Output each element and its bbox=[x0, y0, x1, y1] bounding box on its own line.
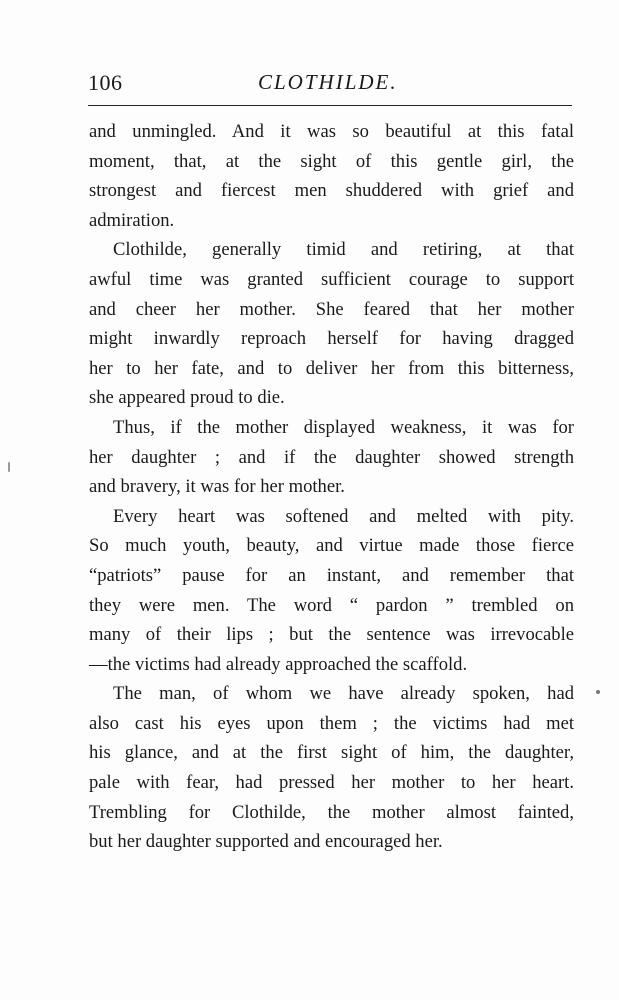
text-line: —the victims had already approached the scaffold. bbox=[89, 653, 468, 675]
text-line: and cheer her mother. She feared that her mother bbox=[89, 298, 574, 320]
text-line: they were men. The word “ pardon ” trembled on bbox=[89, 594, 574, 616]
header-rule bbox=[88, 105, 572, 106]
paragraph bbox=[89, 502, 574, 680]
text-line: moment, that, at the sight of this gentle girl, the bbox=[89, 150, 574, 172]
text-line: pale with fear, had pressed her mother to her heart. bbox=[89, 772, 574, 794]
paragraph bbox=[89, 413, 574, 502]
text-line: The man, of whom we have already spoken, had bbox=[113, 683, 574, 705]
paragraph bbox=[89, 679, 574, 857]
text-line: might inwardly reproach herself for having dragged bbox=[89, 328, 574, 350]
text-line: and unmingled. And it was so beautiful at this fatal bbox=[89, 121, 574, 142]
speck-mark bbox=[8, 462, 10, 472]
running-title: CLOTHILDE. bbox=[258, 70, 398, 94]
text-line: admiration. bbox=[89, 209, 175, 231]
body-text bbox=[89, 117, 574, 857]
text-line: “patriots” pause for an instant, and remember that bbox=[89, 564, 574, 586]
text-line: Thus, if the mother displayed weakness, it was for bbox=[113, 416, 574, 438]
page-header bbox=[88, 66, 575, 106]
text-line: his glance, and at the first sight of him, the daughter, bbox=[89, 742, 574, 764]
text-line: Clothilde, generally timid and retiring, at that bbox=[113, 239, 574, 261]
text-line: So much youth, beauty, and virtue made those fierce bbox=[89, 535, 574, 557]
speck-mark bbox=[596, 690, 600, 694]
text-line: strongest and fiercest men shuddered with grief and bbox=[89, 180, 574, 202]
text-line: her to her fate, and to deliver her from this bitterness, bbox=[89, 357, 574, 379]
paragraph bbox=[89, 235, 574, 413]
text-line: her daughter ; and if the daughter showed strength bbox=[89, 446, 574, 468]
text-line: awful time was granted sufficient courage to support bbox=[89, 268, 574, 290]
text-line: but her daughter supported and encouraged her. bbox=[89, 831, 443, 853]
text-line: also cast his eyes upon them ; the victims had met bbox=[89, 712, 574, 734]
paragraph bbox=[89, 117, 574, 235]
page-number: 106 bbox=[88, 70, 123, 95]
text-line: Trembling for Clothilde, the mother almost fainted, bbox=[89, 801, 574, 823]
text-line: many of their lips ; but the sentence was irrevocable bbox=[89, 624, 574, 646]
text-line: Every heart was softened and melted with pity. bbox=[113, 505, 574, 527]
text-line: and bravery, it was for her mother. bbox=[89, 476, 345, 498]
text-line: she appeared proud to die. bbox=[89, 387, 285, 409]
